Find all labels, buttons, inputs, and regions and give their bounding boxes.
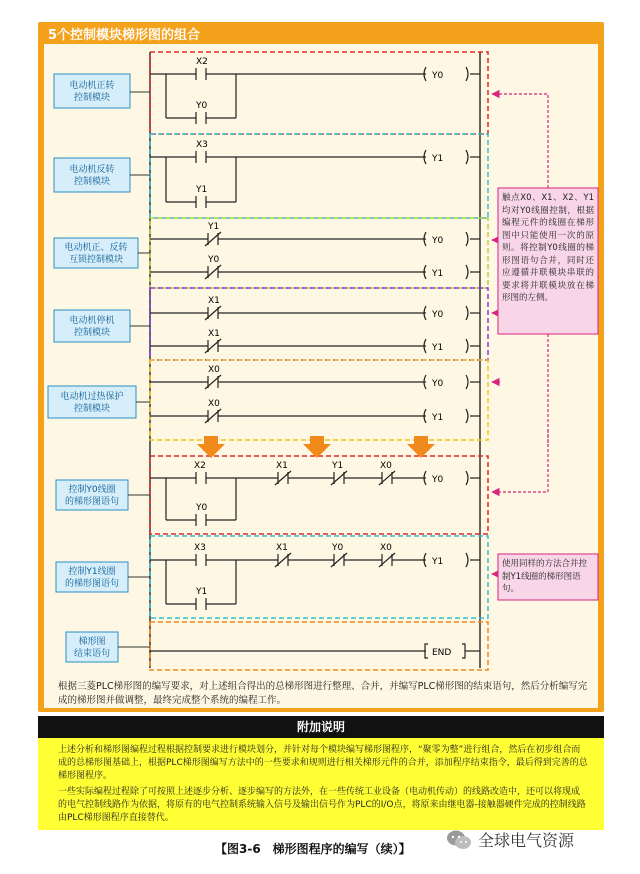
m7-c3-label: Y0 [332,543,344,553]
figure-caption: 【图3-6 梯形图程序的编写（续）】 [215,842,411,856]
m5-contact-top-label: X0 [208,365,220,375]
module-label-5-line1: 电动机过热保护 [60,392,124,402]
m2-contact-bottom-label: Y1 [196,185,208,195]
module-label-3-line2: 互锁控制模块 [68,255,124,265]
m2-coil-label: Y1 [432,154,444,164]
extra-body [38,738,604,830]
module-label-4 [54,310,130,342]
watermark [446,828,574,851]
module-label-6-line1: 控制Y0线圈 [68,485,116,495]
rung-m6 [150,471,480,526]
rung-m7 [150,553,480,610]
m8-coil-label: END [432,648,452,658]
rung-m4 [150,306,480,353]
rung-m8 [150,644,480,658]
module-label-1-line1: 电动机正转 [69,81,115,91]
rung-m2 [150,150,480,208]
module-label-3 [54,238,138,268]
m7-coil-label: Y1 [432,557,444,567]
rung-m5 [150,375,480,423]
m3-contact-bottom-label: Y0 [208,255,220,265]
module-label-2-line1: 电动机反转 [69,165,115,175]
m1-contact-top-label: X2 [196,57,208,67]
module-label-5 [48,386,136,418]
diagram-caption: 根据三菱PLC梯形图的编写要求，对上述组合得出的总梯形图进行整理、合并，并编写PLC梯形图的结束语句，然后分析编写完成的梯形图并做调整，最终完成整个系统的编程工作。 [58,681,588,706]
watermark-text: 全球电气资源 [478,831,575,850]
m7-c4-label: X0 [380,543,392,553]
module-label-8-line2: 结束语句 [73,649,111,659]
module-label-8-line1: 梯形图 [78,637,106,647]
module-label-2 [54,158,130,192]
group-box-m5 [150,360,488,440]
module-label-8 [66,632,118,662]
m6-c1-label: X2 [194,461,206,471]
m6-parallel-label: Y0 [196,503,208,513]
m1-coil-label: Y0 [432,71,444,81]
m2-contact-top-label: X3 [196,140,208,150]
m3-coil-bottom-label: Y1 [432,269,444,279]
m5-coil-top-label: Y0 [432,379,444,389]
m7-parallel-label: Y1 [196,587,208,597]
extra-paragraph-2: 一些实际编程过程除了可按照上述逐步分析、逐步编写的方法外，在一些传统工业设备（电动机传动）的线路改造中，还可以将现成的电气控制线路作为依据，将原有的电气控制系统输入信号及输出信号作为PLC的I/O点，将原来由继电器-接触器硬件完成的控制线路由PLC梯形图程序直接替代。 [58,787,586,823]
m1-contact-bottom-label: Y0 [196,101,208,111]
m4-coil-bottom-label: Y1 [432,343,444,353]
module-label-3-line1: 电动机正、反转 [64,243,128,253]
module-label-7-line1: 控制Y1线圈 [68,567,116,577]
extra-paragraph-1: 上述分析和梯形图编程过程根据控制要求进行模块划分，并针对每个模块编写梯形图程序，“聚零为整”进行组合，然后在初步组合而成的总梯形图基础上，根据PLC梯形图编写方法中的一些要求和规则进行相关梯形元件的合并，添加程序结束指令，最后得到完善的总梯形图程序。 [58,745,588,781]
module-label-4-line1: 电动机停机 [69,316,115,326]
m5-coil-bottom-label: Y1 [432,413,444,423]
module-label-6 [56,480,128,510]
module-label-7-line2: 的梯形图语句 [64,579,120,589]
rung-m1 [150,67,480,124]
module-label-6-line2: 的梯形图语句 [64,497,120,507]
module-label-1 [54,74,130,108]
note-2: 使用同样的方法合并控制Y1线圈的梯形图语句。 [502,559,588,594]
wechat-icon [446,829,472,851]
m4-contact-bottom-label: X1 [208,329,220,339]
m7-c2-label: X1 [276,543,288,553]
m3-coil-top-label: Y0 [432,236,444,246]
m5-contact-bottom-label: X0 [208,399,220,409]
m7-c1-label: X3 [194,543,206,553]
m6-c2-label: X1 [276,461,288,471]
note-1: 触点X0、X1、X2、Y1均对Y0线圈控制，根据编程元件的线圈在梯形图中只能使用一次的原则。将控制Y0线圈的梯形图语句合并，同时还应遵循并联模块串联的要求将并联模块放在梯形图的左侧。 [502,193,594,303]
m4-coil-top-label: Y0 [432,310,444,320]
module-label-7 [56,562,128,592]
rung-m3 [150,232,480,279]
m6-c3-label: Y1 [332,461,344,471]
module-label-4-line2: 控制模块 [73,328,111,338]
module-label-1-line2: 控制模块 [73,93,111,103]
m4-contact-top-label: X1 [208,296,220,306]
m6-c4-label: X0 [380,461,392,471]
module-label-5-line2: 控制模块 [73,404,111,414]
group-box-m8 [150,622,488,670]
module-label-2-line2: 控制模块 [73,177,111,187]
m6-coil-label: Y0 [432,475,444,485]
extra-header: 附加说明 [38,716,604,738]
frame-title: 5个控制模块梯形图的组合 [48,28,201,43]
m3-contact-top-label: Y1 [208,222,220,232]
